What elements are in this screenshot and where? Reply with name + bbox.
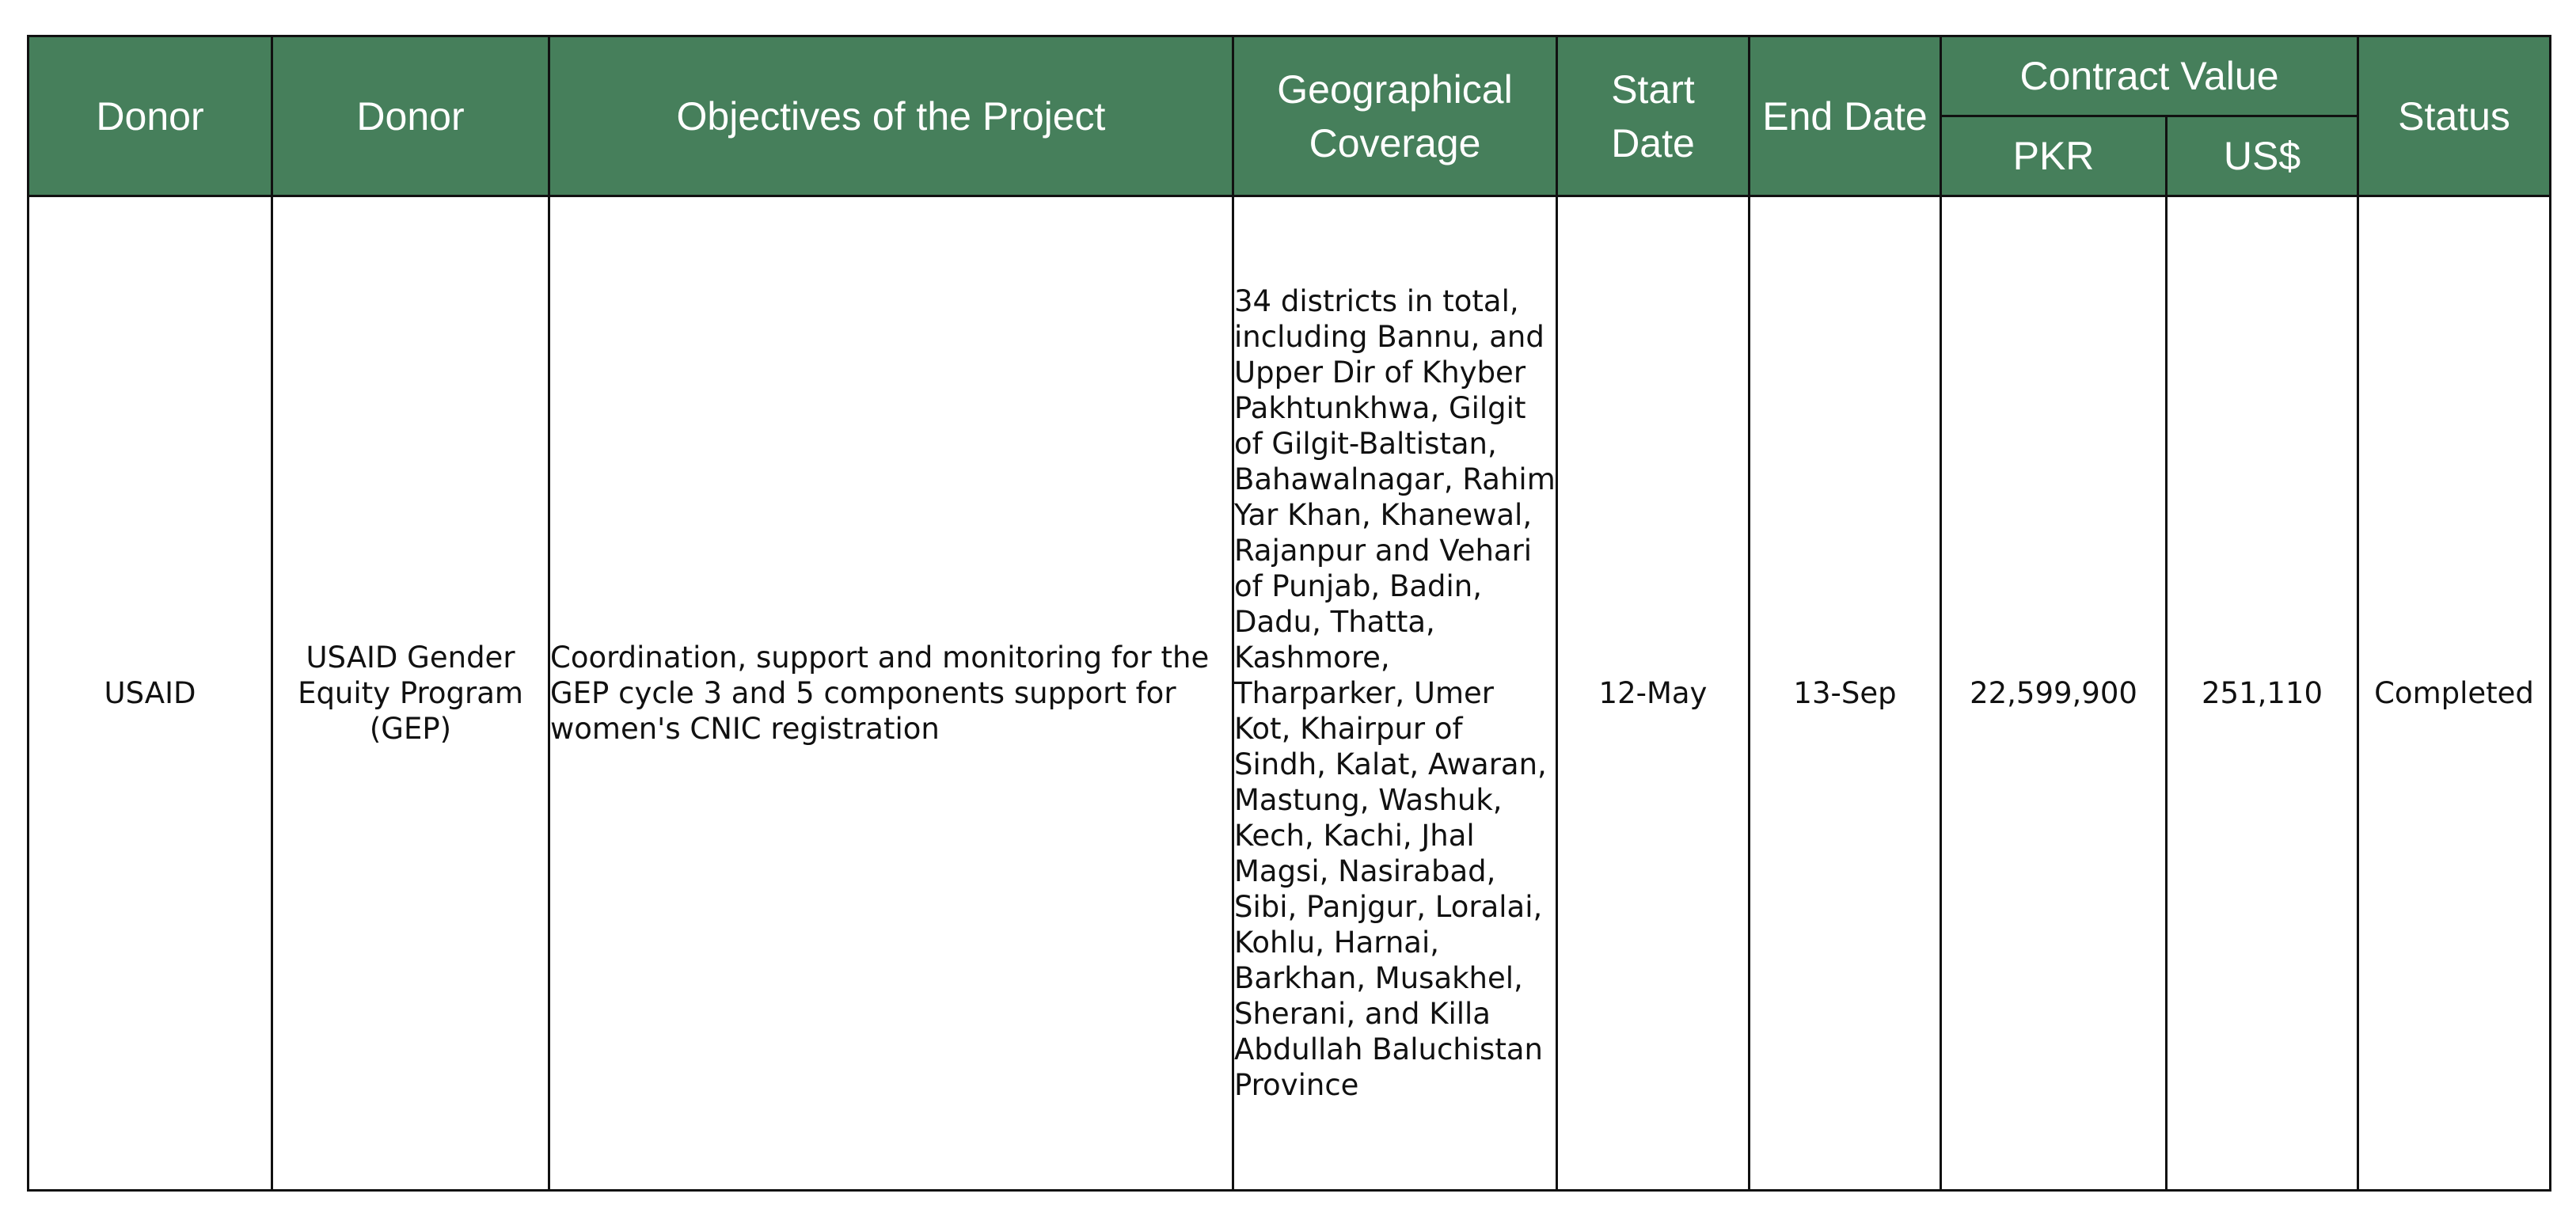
cell-objectives bbox=[549, 196, 1233, 1191]
header-contract-value: Contract Value bbox=[1941, 36, 2358, 116]
project-table bbox=[27, 35, 2551, 1192]
cell-usd: 251,110 bbox=[2167, 196, 2358, 1191]
cell-geographical-coverage bbox=[1233, 196, 1557, 1191]
header-geographical-coverage: Geographical Coverage bbox=[1233, 36, 1557, 196]
cell-pkr: 22,599,900 bbox=[1941, 196, 2167, 1191]
header-start-date: Start Date bbox=[1557, 36, 1750, 196]
geographical-coverage-text: 34 districts in total, including Bannu, and Upper Dir of Khyber Pakhtunkhwa, Gilgit of Gilgit-Baltistan, Bahawalnagar, Rahim Yar Khan, Khanewal, Rajanpur and Vehari of Punjab, Badin, Dadu, Thatta, Kashmore, Tharparker, Umer Kot, Khairpur of Sindh, Kalat, Awaran, Mastung, Washuk, Kech, Kachi, Jhal Magsi, Nasirabad, Sibi, Panjgur, Loralai, Kohlu, Harnai, Barkhan, Musakhel, Sherani, and Killa Abdullah Baluchistan Province bbox=[1234, 284, 1556, 1102]
cell-end-date: 13-Sep bbox=[1750, 196, 1941, 1191]
header-row-top bbox=[28, 36, 2551, 116]
header-objectives: Objectives of the Project bbox=[549, 36, 1233, 196]
header-donor: Donor bbox=[28, 36, 272, 196]
table-row bbox=[28, 196, 2551, 1191]
header-donor-program: Donor bbox=[272, 36, 549, 196]
cell-status: Completed bbox=[2358, 196, 2551, 1191]
header-end-date: End Date bbox=[1750, 36, 1941, 196]
header-usd: US$ bbox=[2167, 116, 2358, 196]
program-text: USAID Gender Equity Program (GEP) bbox=[298, 641, 523, 746]
cell-donor: USAID bbox=[28, 196, 272, 1191]
cell-start-date: 12-May bbox=[1557, 196, 1750, 1191]
header-status: Status bbox=[2358, 36, 2551, 196]
objectives-text: Coordination, support and monitoring for the GEP cycle 3 and 5 components support for women's CNIC registration bbox=[550, 641, 1210, 746]
table-header bbox=[28, 36, 2551, 196]
cell-program bbox=[272, 196, 549, 1191]
header-pkr: PKR bbox=[1941, 116, 2167, 196]
table-body bbox=[28, 196, 2551, 1191]
